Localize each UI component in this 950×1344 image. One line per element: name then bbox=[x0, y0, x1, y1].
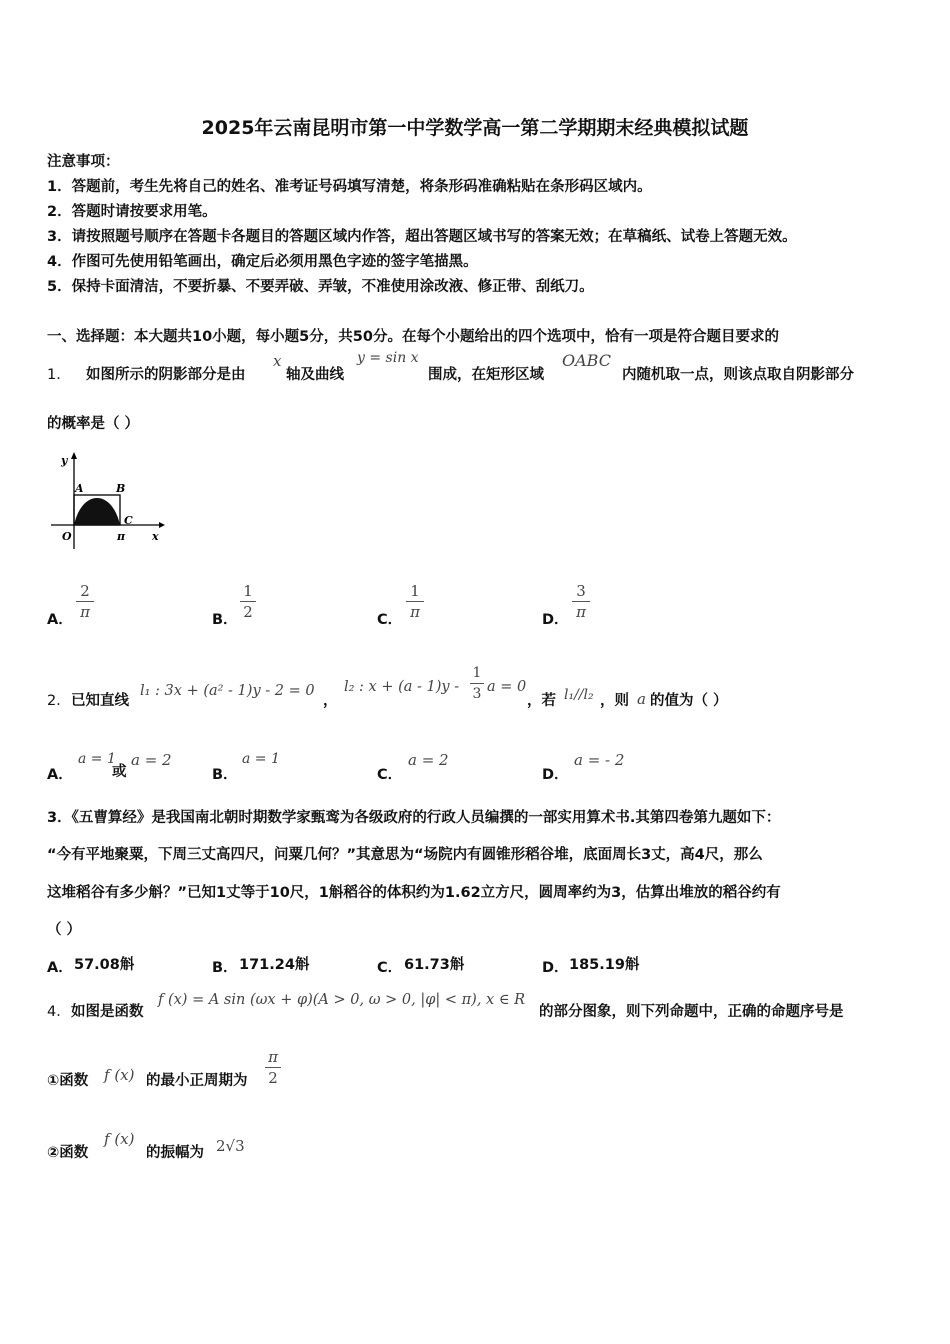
shaded-region bbox=[74, 498, 120, 525]
q2-option-a-label: A． bbox=[47, 767, 73, 783]
q2-option-d-math: a = - 2 bbox=[574, 751, 625, 769]
q2-text: 已知直线 bbox=[71, 693, 129, 709]
q2-option-c-math: a = 2 bbox=[408, 751, 449, 769]
section-heading: 一、选择题：本大题共10小题，每小题5分，共50分。在每个小题给出的四个选项中，恰有一项是符合题目要求的 bbox=[47, 329, 779, 345]
q1-sine-graph bbox=[47, 449, 172, 554]
notice-item: 4．作图可先使用铅笔画出，确定后必须用黑色字迹的签字笔描黑。 bbox=[47, 254, 478, 270]
q4-item-2-math: f (x) bbox=[104, 1130, 135, 1148]
q4-number: 4． bbox=[47, 1004, 71, 1020]
q3-option-b-label: B． bbox=[212, 960, 238, 976]
q2-text: 的值为（ ） bbox=[650, 693, 728, 709]
q3-option-c-label: C． bbox=[377, 960, 403, 976]
q1-text: 围成，在矩形区域 bbox=[428, 367, 544, 383]
page-title: 2025年云南昆明市第一中学数学高一第二学期期末经典模拟试题 bbox=[201, 117, 749, 139]
q2-math-cond: l₁//l₂ bbox=[564, 687, 594, 703]
q2-option-c-label: C． bbox=[377, 767, 403, 783]
q2-math-l1: l₁ : 3x + (a² - 1)y - 2 = 0 bbox=[140, 683, 315, 699]
q4-text: 如图是函数 bbox=[71, 1004, 144, 1020]
q4-item-1-text: 的最小正周期为 bbox=[146, 1073, 248, 1089]
q2-option-a-or: 或 bbox=[112, 764, 127, 780]
q1-text: 内随机取一点，则该点取自阴影部分 bbox=[622, 367, 854, 383]
q3-option-a-text: 57.08斛 bbox=[74, 957, 135, 973]
q4-math-function: f (x) = A sin (ωx + φ)(A > 0, ω > 0, |φ| < π), x ∈ R bbox=[158, 992, 526, 1008]
q2-math-l2-end: a = 0 bbox=[487, 679, 527, 695]
q1-option-b-label: B． bbox=[212, 612, 238, 628]
notice-item: 5．保持卡面清洁，不要折暴、不要弄破、弄皱，不准使用涂改液、修正带、刮纸刀。 bbox=[47, 279, 594, 295]
q2-option-b-label: B． bbox=[212, 767, 238, 783]
q2-option-d-label: D． bbox=[542, 767, 569, 783]
notice-item: 3．请按照题号顺序在答题卡各题目的答题区域内作答，超出答题区域书写的答案无效；在草稿纸、试卷上答题无效。 bbox=[47, 229, 797, 245]
q3-option-b-text: 171.24斛 bbox=[239, 957, 310, 973]
q3-option-d-label: D． bbox=[542, 960, 569, 976]
q3-text: “今有平地聚粟，下周三丈高四尺，问粟几何？”其意思为“场院内有圆锥形稻谷堆，底面周长3丈，高4尺，那么 bbox=[47, 847, 763, 863]
q4-item-2-text: ②函数 bbox=[47, 1145, 89, 1161]
q1-option-a-fraction: 2 π bbox=[76, 582, 94, 621]
q3-text: 这堆稻谷有多少斛？”已知1丈等于10尺，1斛稻谷的体积约为1.62立方尺，圆周率约为3，估算出堆放的稻谷约有 bbox=[47, 885, 781, 901]
q2-option-a-math: a = 2 bbox=[131, 751, 172, 769]
q3-option-d-text: 185.19斛 bbox=[569, 957, 640, 973]
q3-text: 3．《五曹算经》是我国南北朝时期数学家甄鸾为各级政府的行政人员编撰的一部实用算术书.其第四卷第九题如下： bbox=[47, 810, 781, 826]
q1-text: 的概率是（ ） bbox=[47, 416, 140, 432]
q4-item-1-text: ①函数 bbox=[47, 1073, 89, 1089]
q1-option-c-fraction: 1 π bbox=[406, 582, 424, 621]
q3-option-a-label: A． bbox=[47, 960, 73, 976]
label-o: O bbox=[62, 530, 72, 543]
label-c: C bbox=[124, 514, 133, 527]
q2-text: ，若 bbox=[527, 693, 556, 709]
q1-text: 轴及曲线 bbox=[286, 367, 344, 383]
q2-text: ，则 bbox=[600, 693, 629, 709]
q1-text: 如图所示的阴影部分是由 bbox=[86, 367, 246, 383]
q2-number: 2． bbox=[47, 693, 71, 709]
label-a: A bbox=[75, 482, 84, 495]
q4-item-2-math: 2√3 bbox=[216, 1137, 245, 1155]
q1-option-b-fraction: 1 2 bbox=[240, 582, 256, 621]
q1-math-region: OABC bbox=[562, 351, 611, 370]
q2-option-a-math: a = 1 bbox=[78, 751, 116, 767]
notice-item: 1．答题前，考生先将自己的姓名、准考证号码填写清楚，将条形码准确粘贴在条形码区域内。 bbox=[47, 179, 652, 195]
q1-math-curve: y = sin x bbox=[357, 350, 419, 366]
q1-option-a-label: A． bbox=[47, 612, 73, 628]
label-x: x bbox=[152, 530, 159, 543]
label-y: y bbox=[61, 454, 68, 467]
q3-text: （ ） bbox=[47, 922, 82, 938]
q4-text: 的部分图象，则下列命题中，正确的命题序号是 bbox=[539, 1004, 844, 1020]
q4-item-2-text: 的振幅为 bbox=[146, 1145, 204, 1161]
q2-math-l2: l₂ : x + (a - 1)y - bbox=[344, 679, 460, 695]
q2-math-a: a bbox=[637, 690, 646, 708]
q1-option-d-label: D． bbox=[542, 612, 569, 628]
q1-number: 1. bbox=[47, 367, 61, 383]
q4-item-1-math: f (x) bbox=[104, 1066, 135, 1084]
q2-math-fraction: 1 3 bbox=[470, 664, 484, 703]
label-pi: π bbox=[117, 530, 126, 543]
q1-option-c-label: C． bbox=[377, 612, 403, 628]
q2-text: ， bbox=[323, 693, 338, 709]
q1-math-x: x bbox=[273, 352, 282, 370]
q4-item-1-fraction: π 2 bbox=[265, 1048, 281, 1087]
notice-heading: 注意事项： bbox=[47, 154, 120, 170]
q1-option-d-fraction: 3 π bbox=[572, 582, 590, 621]
notice-item: 2．答题时请按要求用笔。 bbox=[47, 204, 217, 220]
label-b: B bbox=[116, 482, 126, 495]
q3-option-c-text: 61.73斛 bbox=[404, 957, 465, 973]
q2-option-b-math: a = 1 bbox=[242, 751, 280, 767]
